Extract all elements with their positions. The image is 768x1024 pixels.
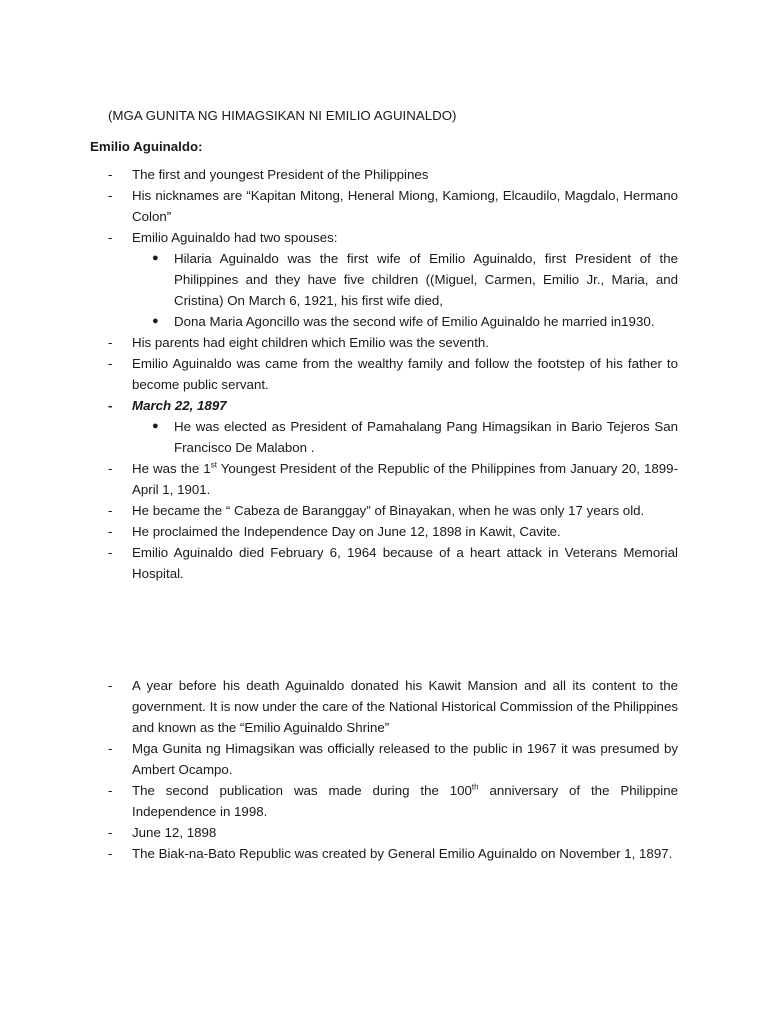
text-part: He was the 1 — [132, 461, 211, 476]
list-item — [108, 822, 678, 843]
list-item-text: His nicknames are “Kapitan Mitong, Heneral Miong, Kamiong, Elcaudilo, Magdalo, Hermano Colon” — [132, 188, 678, 224]
dash-marker: - — [108, 188, 113, 203]
list-item — [108, 458, 678, 500]
list-item-text: His parents had eight children which Emilio was the seventh. — [132, 335, 489, 350]
list-item — [108, 675, 678, 738]
list-item — [108, 332, 678, 353]
list-item-text: Emilio Aguinaldo died February 6, 1964 because of a heart attack in Veterans Memorial Hospital. — [132, 545, 678, 581]
dash-marker: - — [108, 846, 113, 861]
dash-marker: - — [108, 356, 113, 371]
list-item-text: Emilio Aguinaldo was came from the wealthy family and follow the footstep of his father to become public servant. — [132, 356, 678, 392]
list-item — [108, 164, 678, 185]
sub-list-item-text: He was elected as President of Pamahalang Pang Himagsikan in Bario Tejeros San Francisco De Malabon . — [174, 419, 678, 455]
list-item-text: He became the “ Cabeza de Baranggay” of Binayakan, when he was only 17 years old. — [132, 503, 645, 518]
list-item-text — [132, 783, 678, 819]
sub-list-item — [108, 248, 678, 311]
dash-marker: - — [108, 167, 113, 182]
text-part: The second publication was made during the 100 — [132, 783, 472, 798]
bullet-icon: ● — [152, 252, 159, 264]
list-item — [108, 395, 678, 416]
dash-marker: - — [108, 524, 113, 539]
text-part: anniversary of the Philippine Independence in 1998. — [132, 783, 678, 819]
sub-list-item — [108, 416, 678, 458]
list-item-text: June 12, 1898 — [132, 825, 217, 840]
list-item-text: The Biak-na-Bato Republic was created by General Emilio Aguinaldo on November 1, 1897. — [132, 846, 673, 861]
list-item — [108, 185, 678, 227]
dash-marker: - — [108, 545, 113, 560]
additional-facts-list — [108, 675, 678, 864]
sub-list-item-text: Hilaria Aguinaldo was the first wife of Emilio Aguinaldo, first President of the Philippines and they have five children ((Miguel, Carmen, Emilio Jr., Maria, and Cristina) On March 6, 1921, his first wife died, — [174, 251, 678, 308]
list-item — [108, 843, 678, 864]
sub-list-item-text: Dona Maria Agoncillo was the second wife of Emilio Aguinaldo he married in1930. — [174, 314, 655, 329]
list-item-text — [132, 461, 678, 497]
document-title: (MGA GUNITA NG HIMAGSIKAN NI EMILIO AGUINALDO) — [108, 108, 457, 123]
dash-marker: - — [108, 741, 113, 756]
dash-marker: - — [108, 503, 113, 518]
bullet-icon: ● — [152, 315, 159, 327]
list-item-text: The first and youngest President of the Philippines — [132, 167, 429, 182]
dash-marker: - — [108, 461, 113, 476]
dash-marker: - — [108, 335, 113, 350]
list-item-text: A year before his death Aguinaldo donated his Kawit Mansion and all its content to the government. It is now under the care of the National Historical Commission of the Philippines and known as the “Emilio Aguinaldo Shrine” — [132, 678, 678, 735]
ordinal-superscript: st — [210, 460, 217, 470]
list-item — [108, 780, 678, 822]
dash-marker: - — [108, 398, 113, 413]
list-item — [108, 500, 678, 521]
bullet-icon: ● — [152, 420, 159, 432]
ordinal-superscript: th — [471, 782, 479, 792]
date-heading: March 22, 1897 — [132, 398, 227, 413]
list-item-text: Emilio Aguinaldo had two spouses: — [132, 230, 338, 245]
text-part: Youngest President of the Republic of the Philippines from January 20, 1899- April 1, 1901. — [132, 461, 679, 497]
list-item — [108, 542, 678, 584]
list-item — [108, 521, 678, 542]
list-item — [108, 738, 678, 780]
section-heading: Emilio Aguinaldo: — [90, 139, 203, 154]
dash-marker: - — [108, 783, 113, 798]
dash-marker: - — [108, 678, 113, 693]
facts-list — [108, 164, 678, 584]
list-item-text: He proclaimed the Independence Day on June 12, 1898 in Kawit, Cavite. — [132, 524, 561, 539]
dash-marker: - — [108, 825, 113, 840]
list-item — [108, 353, 678, 395]
sub-list-item — [108, 311, 678, 332]
dash-marker: - — [108, 230, 113, 245]
list-item — [108, 227, 678, 248]
list-item-text: Mga Gunita ng Himagsikan was officially released to the public in 1967 it was presumed by Ambert Ocampo. — [132, 741, 678, 777]
